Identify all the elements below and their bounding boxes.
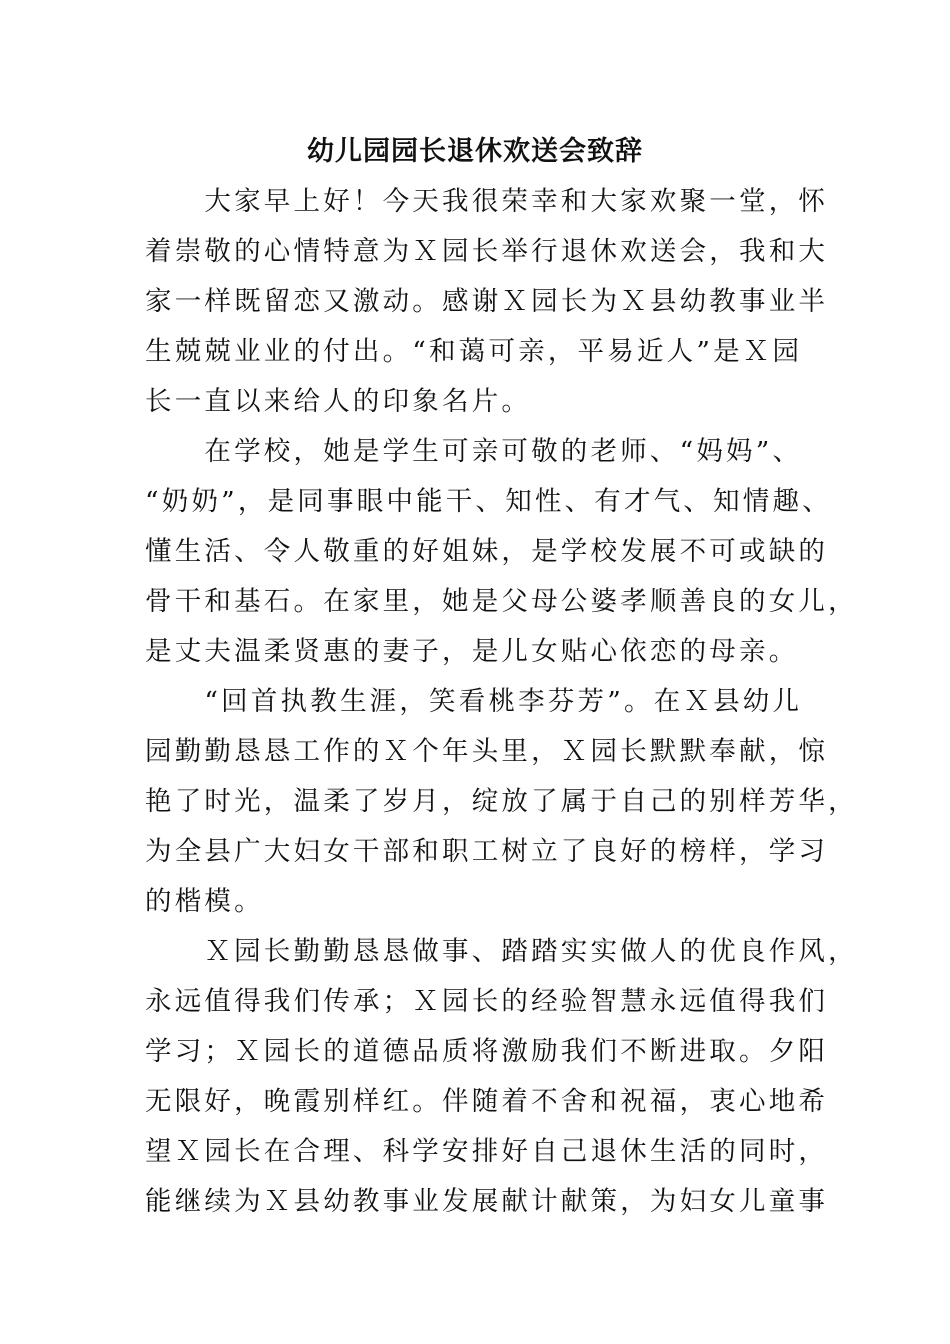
text-line: 懂生活、令人敬重的好姐妹，是学校发展不可或缺的	[145, 536, 829, 567]
text-line: 着崇敬的心情特意为Ｘ园长举行退休欢送会，我和大	[145, 236, 829, 267]
text-line: “回首执教生涯，笑看桃李芬芳”。在Ｘ县幼儿	[145, 686, 803, 717]
text-line: 的楷模。	[145, 886, 264, 917]
text-line: 在学校，她是学生可亲可敬的老师、“妈妈”、	[145, 436, 803, 467]
text-line: 骨干和基石。在家里，她是父母公婆孝顺善良的女儿，	[145, 586, 858, 617]
text-line: 园勤勤恳恳工作的Ｘ个年头里，Ｘ园长默默奉献，惊	[145, 736, 829, 767]
text-line: 长一直以来给人的印象名片。	[145, 386, 532, 417]
text-line: 学习；Ｘ园长的道德品质将激励我们不断进取。夕阳	[145, 1036, 829, 1067]
text-line: “奶奶”，是同事眼中能干、知性、有才气、知情趣、	[145, 486, 832, 517]
text-line: 无限好，晚霞别样红。伴随着不舍和祝福，衷心地希	[145, 1086, 829, 1117]
text-line: 大家早上好！今天我很荣幸和大家欢聚一堂，怀	[145, 186, 829, 217]
text-line: 为全县广大妇女干部和职工树立了良好的榜样，学习	[145, 836, 829, 867]
text-line: 家一样既留恋又激动。感谢Ｘ园长为Ｘ县幼教事业半	[145, 286, 829, 317]
text-line: 能继续为Ｘ县幼教事业发展献计献策，为妇女儿童事	[145, 1186, 829, 1217]
text-line: 生兢兢业业的付出。“和蔼可亲，平易近人”是Ｘ园	[145, 336, 803, 367]
text-line: 永远值得我们传承；Ｘ园长的经验智慧永远值得我们	[145, 986, 829, 1017]
text-line: 望Ｘ园长在合理、科学安排好自己退休生活的同时，	[145, 1136, 829, 1167]
text-line: 是丈夫温柔贤惠的妻子，是儿女贴心依恋的母亲。	[145, 636, 799, 667]
text-line: 艳了时光，温柔了岁月，绽放了属于自己的别样芳华，	[145, 786, 858, 817]
document-title: 幼儿园园长退休欢送会致辞	[307, 136, 643, 167]
text-line: Ｘ园长勤勤恳恳做事、踏踏实实做人的优良作风，	[145, 936, 858, 967]
